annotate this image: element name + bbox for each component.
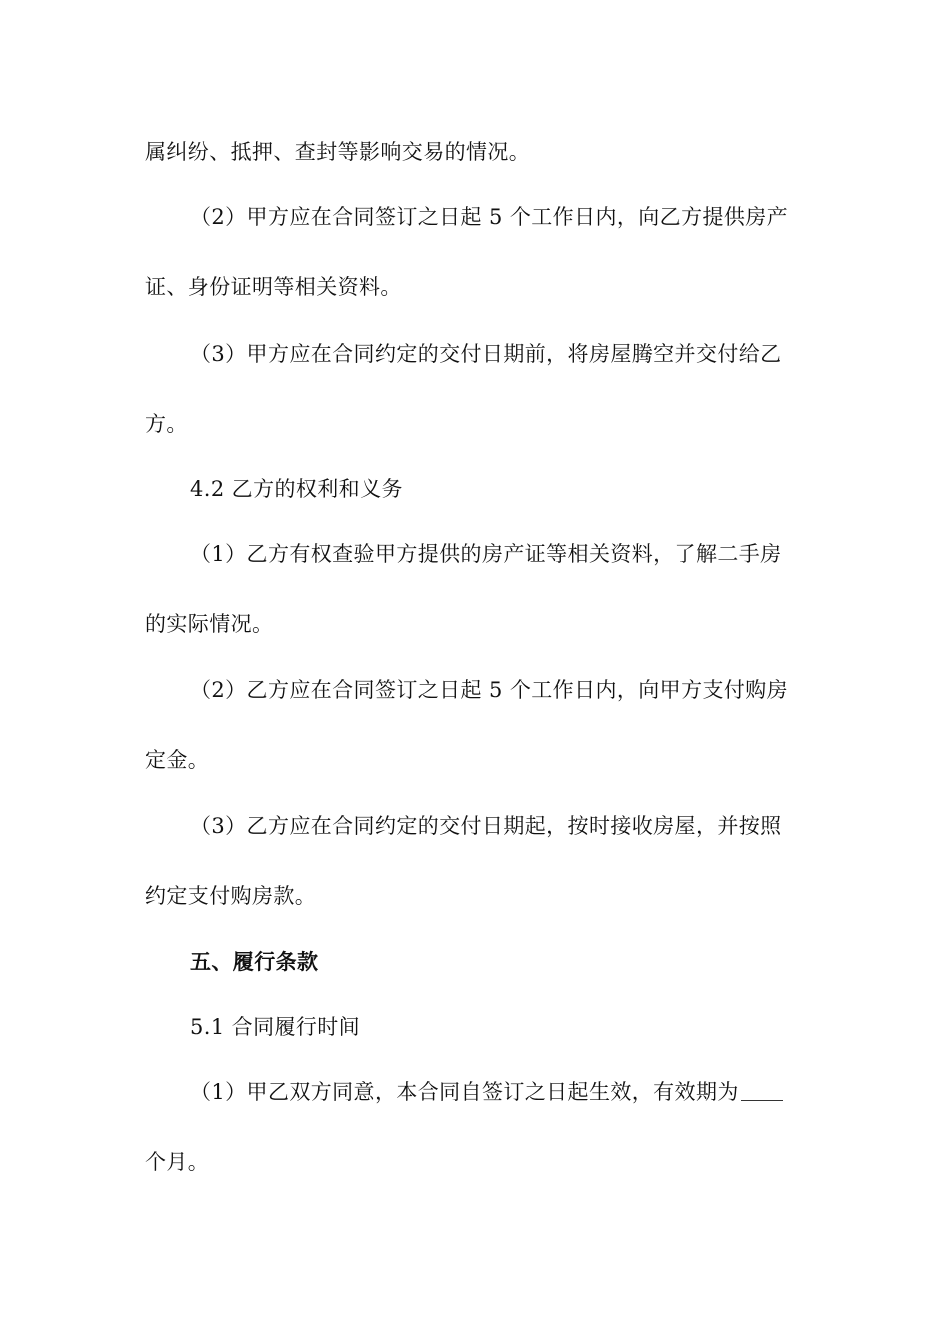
fill-in-blank [741,1080,783,1101]
paragraph-line-2: （2）甲方应在合同签订之日起 5 个工作日内，向乙方提供房产 [190,205,789,229]
paragraph-line-9: （2）乙方应在合同签订之日起 5 个工作日内，向甲方支付购房 [190,678,789,702]
paragraph-line-15 [190,1078,810,1106]
paragraph-line-7: （1）乙方有权查验甲方提供的房产证等相关资料，了解二手房 [190,542,782,566]
paragraph-line-10: 定金。 [145,748,210,772]
paragraph-line-16: 个月。 [145,1150,210,1174]
section-heading-five: 五、履行条款 [190,949,319,974]
section-heading-4-2: 4.2 乙方的权利和义务 [190,477,403,501]
paragraph-line-8: 的实际情况。 [145,612,274,636]
paragraph-line-4: （3）甲方应在合同约定的交付日期前，将房屋腾空并交付给乙 [190,342,782,366]
paragraph-line-1: 属纠纷、抵押、查封等影响交易的情况。 [145,140,531,164]
paragraph-line-11: （3）乙方应在合同约定的交付日期起，按时接收房屋，并按照 [190,814,782,838]
paragraph-line-12: 约定支付购房款。 [145,884,317,908]
paragraph-line-5: 方。 [145,412,188,436]
section-heading-5-1: 5.1 合同履行时间 [190,1015,361,1039]
paragraph-line-15-text: （1）甲乙双方同意，本合同自签订之日起生效，有效期为 [190,1080,739,1104]
paragraph-line-3: 证、身份证明等相关资料。 [145,275,402,299]
